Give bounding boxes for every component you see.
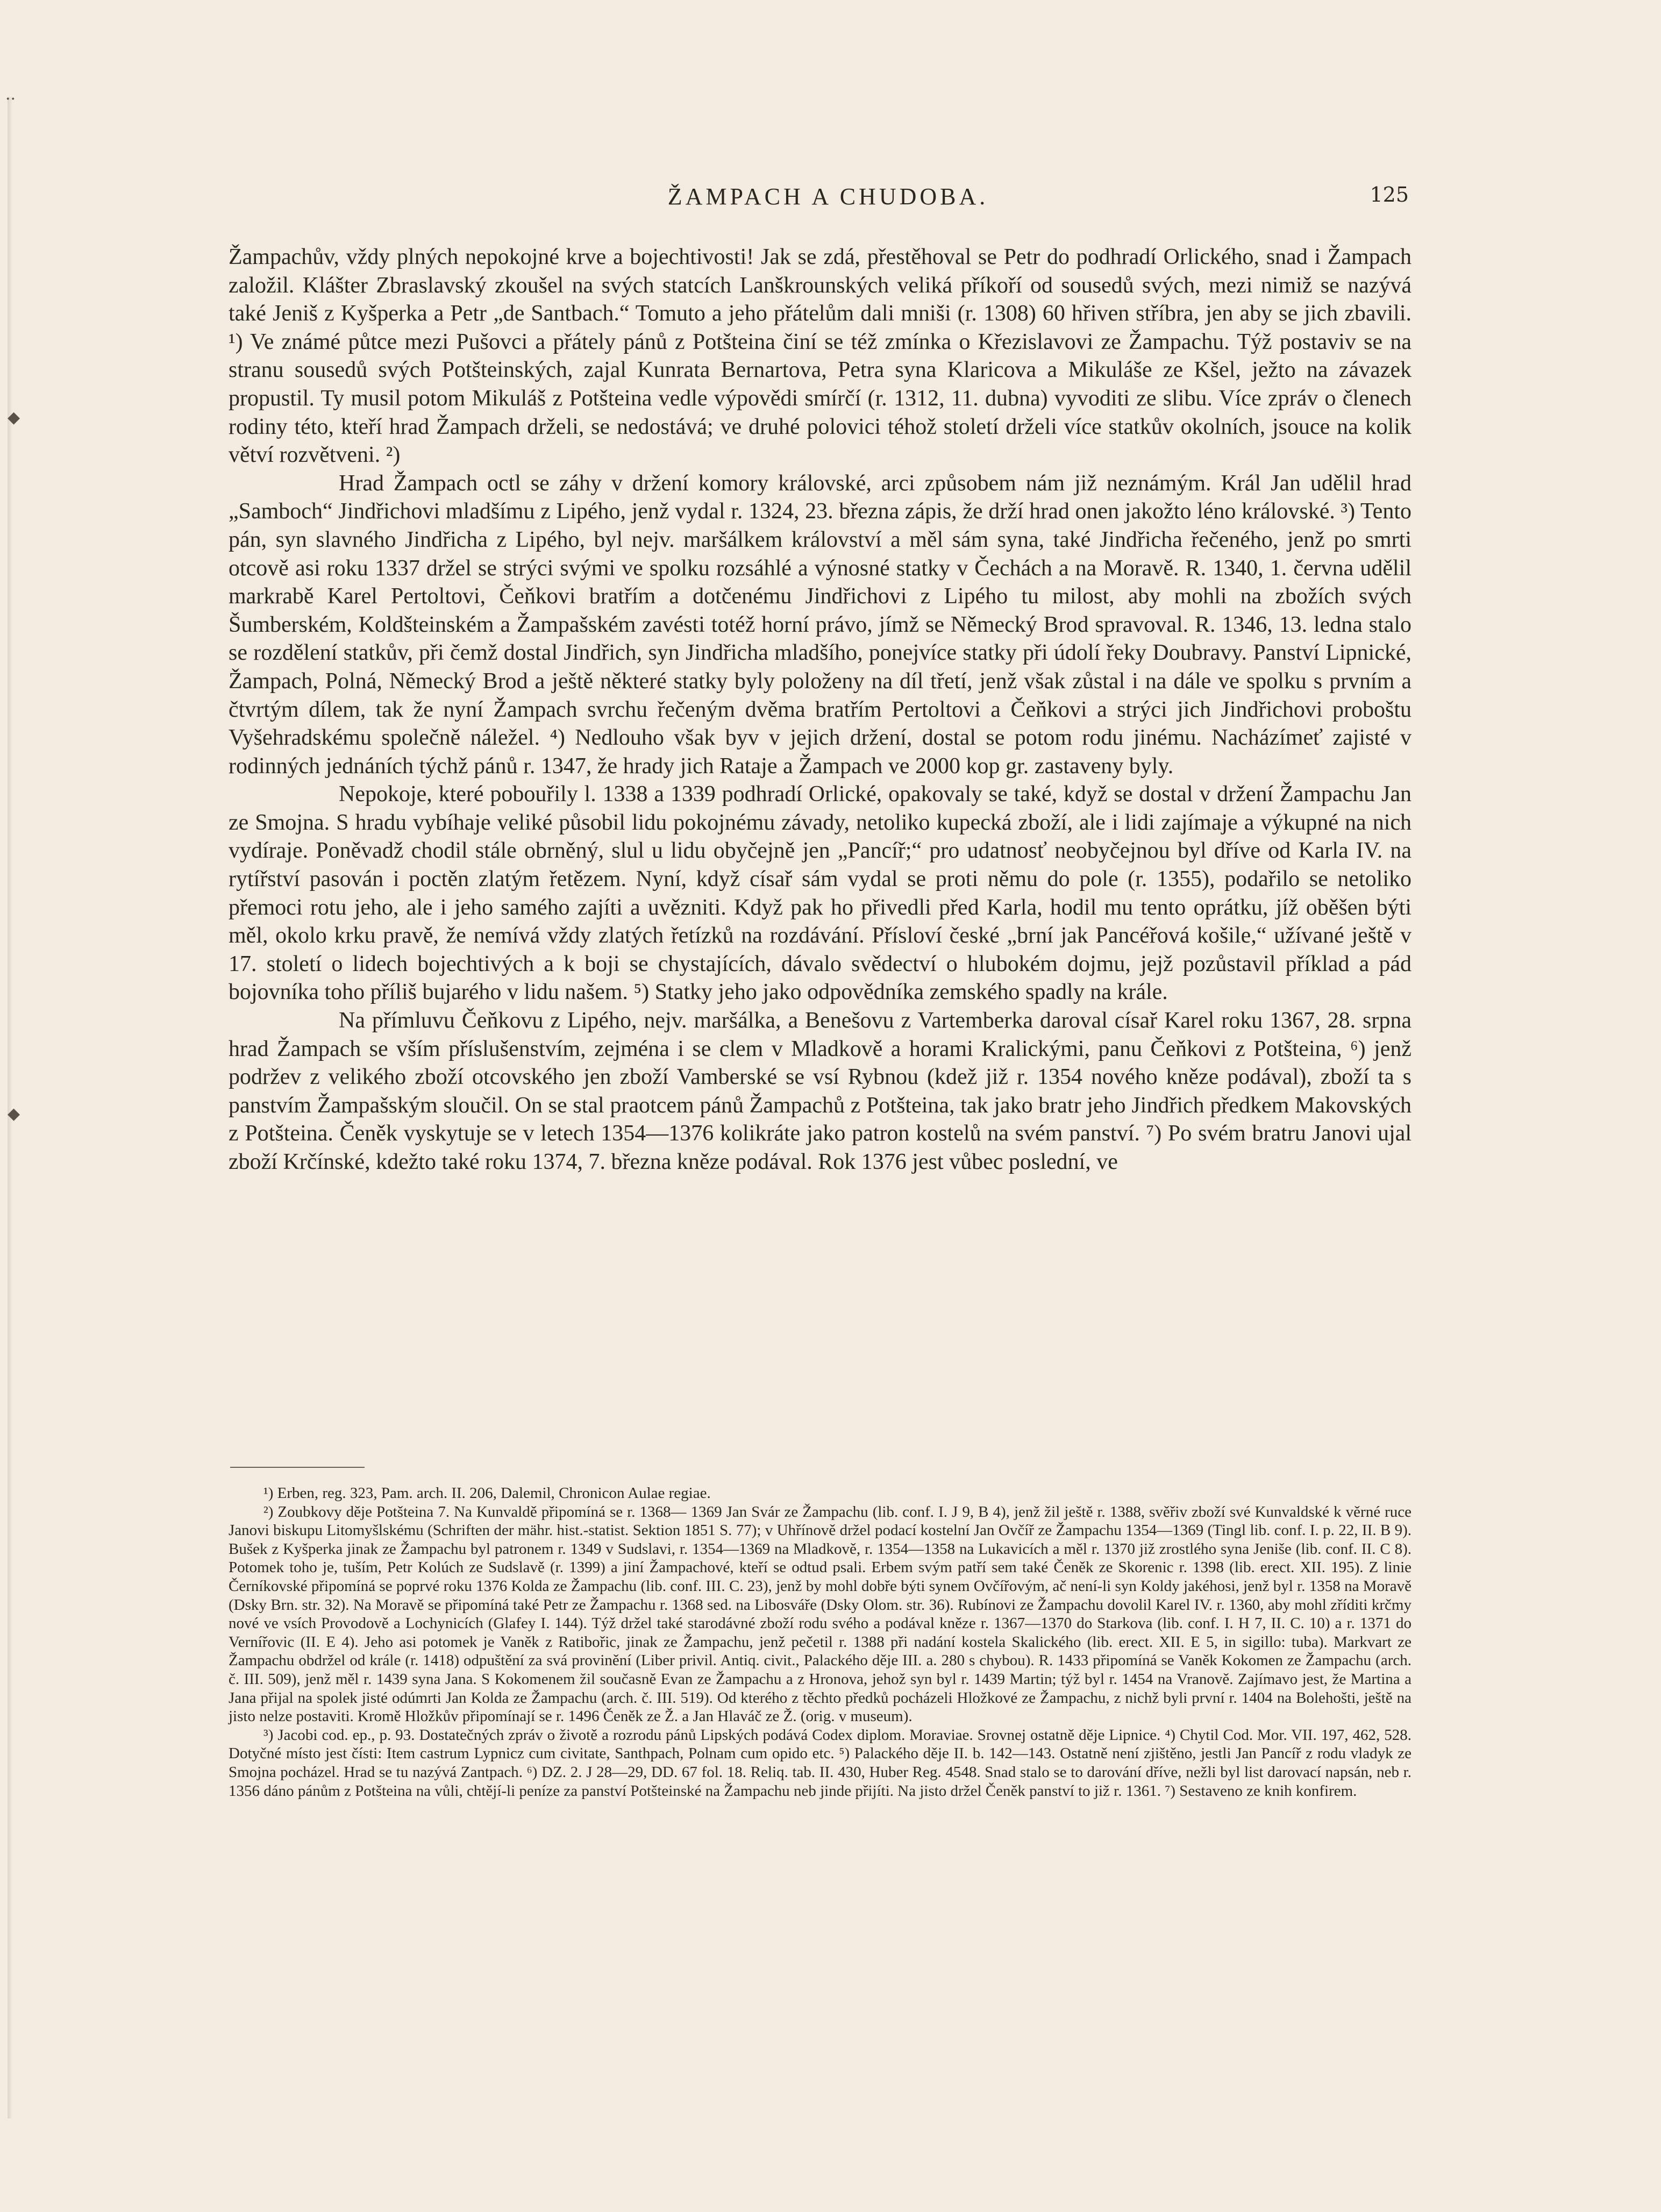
margin-arrow-icon: ◆ (8, 408, 20, 427)
running-title: ŽAMPACH A CHUDOBA. (667, 183, 989, 210)
margin-dot-icon: ·· (5, 90, 16, 109)
footnotes (229, 1484, 1412, 1800)
footnote-divider (230, 1467, 365, 1468)
paragraph: Na přímluvu Čeňkovu z Lipého, nejv. maršálka, a Benešovu z Vartemberka daroval císař Karel roku 1367, 28. srpna hrad Žampach se vším příslušenstvím, zejména i se clem v Mladkově a horami Kralickými, panu Čeňkovi z Potšteina, ⁶) jenž podržev z velikého zboží otcovského jen zboží Vamberské se vsí Rybnou (kdež již r. 1354 nového kněze podával), zboží ta s panstvím Žampašským sloučil. On se stal praotcem pánů Žampachů z Potšteina, tak jako bratr jeho Jindřich předkem Makovských z Potšteina. Čeněk vyskytuje se v letech 1354—1376 kolikráte jako patron kostelů na svém panství. ⁷) Po svém bratru Janovi ujal zboží Krčínské, kdežto také roku 1374, 7. března kněze podával. Rok 1376 jest vůbec poslední, ve (229, 1008, 1412, 1174)
page-number: 125 (1370, 183, 1409, 206)
paragraph: Nepokoje, které pobouřily l. 1338 a 1339 podhradí Orlické, opakovaly se také, když se dostal v držení Žampachu Jan ze Smojna. S hradu vybíhaje veliké působil lidu pokojnému závady, netoliko kupecká zboží, ale i lidi zajímaje a výkupné na nich vydíraje. Poněvadž chodil stále obrněný, slul u lidu obyčejně jen „Pancíř;“ pro udatnosť neobyčejnou byl dříve od Karla IV. na rytířství pasován i poctěn zlatým řetězem. Nyní, když císař sám vydal se proti němu do pole (r. 1355), podařilo se netoliko přemoci rotu jeho, ale i jeho samého zajíti a uvězniti. Když pak ho přivedli před Karla, hodil mu tento oprátku, jíž oběšen býti měl, okolo krku pravě, že nemívá vždy zlatých řetízků na rozdávání. Přísloví české „brní jak Pancéřová košile,“ užívané ještě v 17. století o lidech bojechtivých a k boji se chystajících, dávalo svědectví o hlubokém dojmu, jejž pozůstavil příklad a pád bojovníka toho příliš bujarého v lidu našem. ⁵) Statky jeho jako odpovědníka zemského spadly na krále. (229, 782, 1412, 1005)
paragraph: Hrad Žampach octl se záhy v držení komory královské, arci způsobem nám již neznámým. Král Jan udělil hrad „Samboch“ Jindřichovi mladšímu z Lipého, jenž vydal r. 1324, 23. března zápis, že drží hrad onen jakožto léno královské. ³) Tento pán, syn slavného Jindřicha z Lipého, byl nejv. maršálkem království a měl sám syna, také Jindřicha řečeného, jenž po smrti otcově asi roku 1337 držel se strýci svými ve spolku rozsáhlé a výnosné statky v Čechách a na Moravě. R. 1340, 1. června udělil markrabě Karel Pertoltovi, Čeňkovi bratřím a dotčenému Jindřichovi z Lipého tu milost, aby mohli na zbožích svých Šumberském, Koldšteinském a Žampašském zavésti totéž horní právo, jímž se Německý Brod spravoval. R. 1346, 13. ledna stalo se rozdělení statkův, při čemž dostal Jindřich, syn Jindřicha mladšího, ponejvíce statky při údolí řeky Doubravy. Panství Lipnické, Žampach, Polná, Německý Brod a ještě některé statky byly položeny na díl třetí, jenž však zůstal i na dále ve spolku s prvním a čtvrtým dílem, tak že nyní Žampach svrchu řečeným dvěma bratřím Pertoltovi a Čeňkovi a strýci jich Jindřichovi proboštu Vyšehradskému společně náležel. ⁴) Nedlouho však byv v jejich držení, dostal se potom rodu jinému. Nacházímeť zajisté v rodinných jednáních týchž pánů r. 1347, že hrady jich Rataje a Žampach ve 2000 kop gr. zastaveny byly. (229, 470, 1412, 779)
main-text (229, 243, 1412, 1176)
footnote: ³) Jacobi cod. ep., p. 93. Dostatečných zpráv o životě a rozrodu pánů Lipských podává Codex diplom. Moraviae. Srovnej ostatně děje Lipnice. ⁴) Chytil Cod. Mor. VII. 197, 462, 528. Dotyčné místo jest čísti: Item castrum Lypnicz cum civitate, Santhpach, Polnam cum opido etc. ⁵) Palackého děje II. b. 142—143. Ostatně není zjištěno, jestli Jan Pancíř z rodu vladyk ze Smojna pocházel. Hrad se tu nazývá Zantpach. ⁶) DZ. 2. J 28—29, DD. 67 fol. 18. Reliq. tab. II. 430, Huber Reg. 4548. Snad stalo se to darování dříve, nežli byl list darovací napsán, neb r. 1356 dáno pánům z Potšteina na vůli, chtějí-li peníze za panství Potšteinské na Žampachu neb jinde přijíti. Na jisto držel Čeněk panství to již r. 1361. ⁷) Sestaveno ze knih konfirem. (229, 1726, 1412, 1800)
footnote: ²) Zoubkovy děje Potšteina 7. Na Kunvaldě připomíná se r. 1368— 1369 Jan Svár ze Žampachu (lib. conf. I. J 9, B 4), jenž žil ještě r. 1388, svěřiv zboží své Kunvaldské k věrné ruce Janovi biskupu Litomyšlskému (Schriften der mähr. hist.-statist. Sektion 1851 S. 77); v Uhřínově držel podací kostelní Jan Ovčíř ze Žampachu 1354—1369 (Tingl lib. conf. I. p. 22, II. B 9). Bušek z Kyšperka jinak ze Žampachu byl patronem r. 1349 v Sudslavi, r. 1354—1369 na Mladkově, r. 1354—1358 na Lukavicích a měl r. 1370 již zrostlého syna Jeniše (lib. conf. II. C 8). Potomek toho je, tuším, Petr Kolúch ze Sudslavě (r. 1399) a jiní Žampachové, kteří se odtud psali. Erbem svým patří sem také Čeněk ze Skorenic r. 1398 (lib. erect. XII. 195). Z linie Černíkovské připomíná se poprvé roku 1376 Kolda ze Žampachu (lib. conf. III. C. 23), jenž by mohl dobře býti synem Ovčířovým, ač není-li syn Koldy jakéhosi, jenž byl r. 1358 na Moravě (Dsky Brn. str. 32). Na Moravě se připomíná také Petr ze Žampachu r. 1368 sed. na Libosváře (Dsky Olom. str. 36). Rubínovi ze Žampachu dovolil Karel IV. r. 1360, aby mohl zříditi krčmy nové ve vsích Provodově a Lochynicích (Glafey I. 144). Týž držel také starodávné zboží rodu svého a podával kněze r. 1367—1370 do Starkova (lib. conf. I. H 7, II. C. 10) a r. 1371 do Vernířovic (II. E 4). Jeho asi potomek je Vaněk z Ratibořic, jinak ze Žampachu, jenž pečetil r. 1388 při nadání kostela Skalického (lib. erect. XII. E 5, in sigillo: tuba). Markvart ze Žampachu obdržel od krále (r. 1418) odpuštění za svá provinění (Liber privil. Antiq. civit., Palackého děje III. a. 280 s chybou). R. 1433 připomíná se Vaněk Kokomen ze Žampachu (arch. č. III. 509), jenž měl r. 1439 syna Jana. S Kokomenem žil současně Evan ze Žampachu a z Hronova, jehož syn byl r. 1439 Martin; týž byl r. 1454 na Vranově. Zajímavo jest, že Martina a Jana přijal na spolek jisté odúmrti Jan Kolda ze Žampachu (arch. č. III. 519). Od kterého z těchto předků pocházeli Hložkové ze Žampachu, z nichž byli první r. 1404 na Bolehošti, ještě na jisto nelze postaviti. Kromě Hložkův připomínají se r. 1496 Čeněk ze Ž. a Jan Hlaváč ze Ž. (orig. v museum). (229, 1503, 1412, 1725)
page-header (247, 183, 1409, 215)
footnote: ¹) Erben, reg. 323, Pam. arch. II. 206, Dalemil, Chronicon Aulae regiae. (263, 1485, 711, 1502)
paragraph: Žampachův, vždy plných nepokojné krve a bojechtivosti! Jak se zdá, přestěhoval se Petr do podhradí Orlického, snad i Žampach založil. Klášter Zbraslavský zkoušel na svých statcích Lanškrounských veliká příkoří od sousedů svých, mezi nimiž se nazývá také Jeniš z Kyšperka a Petr „de Santbach.“ Tomuto a jeho přátelům dali mniši (r. 1308) 60 hřiven stříbra, jen aby se jich zbavili. ¹) Ve známé půtce mezi Pušovci a přátely pánů z Potšteina činí se též zmínka o Křezislavovi ze Žampachu. Týž postaviv se na stranu sousedů svých Potšteinských, zajal Kunrata Bernartova, Petra syna Klaricova a Mikuláše ze Kšel, ježto na závazek propustil. Ty musil potom Mikuláš z Potšteina vedle výpovědi smírčí (r. 1312, 11. dubna) vyvoditi ze slibu. Více zpráv o členech rodiny této, kteří hrad Žampach drželi, se nedostává; ve druhé polovici téhož století drželi více statkův okolních, jsouce na kolik větví rozvětveni. ²) (229, 245, 1412, 468)
margin-arrow-icon: ◆ (8, 1104, 20, 1123)
